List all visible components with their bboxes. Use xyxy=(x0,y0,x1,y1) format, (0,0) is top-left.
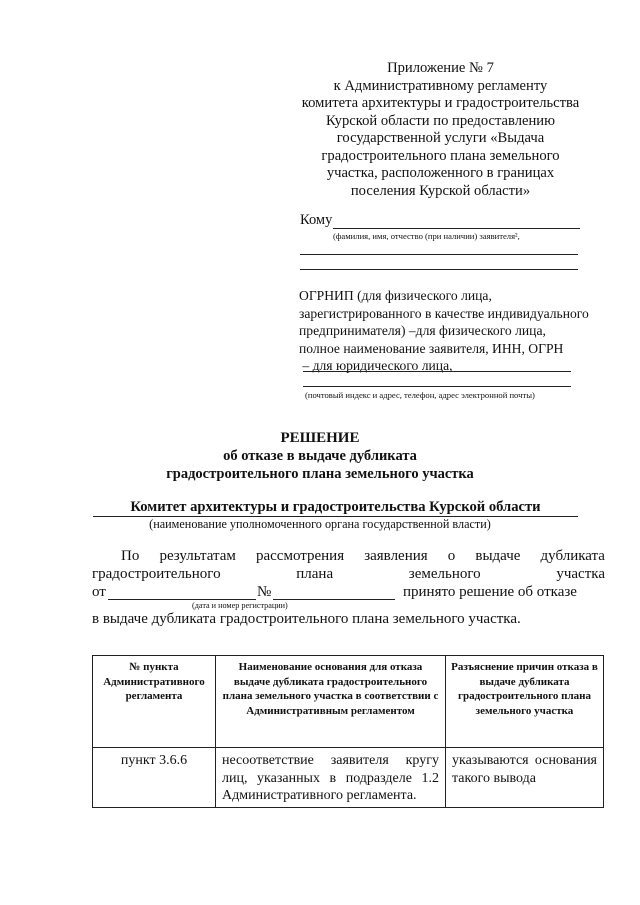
word: дубликата xyxy=(540,548,605,564)
reasons-table xyxy=(92,655,604,808)
decision-subtitle-2: градостроительного плана земельного участка xyxy=(166,466,474,482)
recipient-line-2[interactable] xyxy=(300,254,578,255)
from-label: от xyxy=(92,584,106,600)
appendix-line: градостроительного плана земельного xyxy=(321,147,560,164)
word: плана xyxy=(296,566,334,582)
cell-reason: несоответствие заявителя кругу лиц, указанных в подразделе 1.2 Административного регламента. xyxy=(216,748,446,808)
cell-explanation: указываются основания такого вывода xyxy=(446,748,604,808)
ogrnip-line: ОГРНИП (для физического лица, xyxy=(299,288,492,303)
date-field-line[interactable] xyxy=(108,599,256,600)
body-line-4: в выдаче дубликата градостроительного плана земельного участка. xyxy=(92,611,521,627)
word: выдаче xyxy=(475,548,521,564)
body-line-1 xyxy=(121,548,605,565)
appendix-header xyxy=(268,60,613,200)
ogrnip-block xyxy=(299,287,589,375)
header-explanation: Разъяснение причин отказа в выдаче дубликата градостроительного плана земельного участка xyxy=(446,656,604,748)
decision-title: РЕШЕНИЕ xyxy=(280,430,360,446)
cell-point: пункт 3.6.6 xyxy=(93,748,216,808)
recipient-line-3[interactable] xyxy=(300,269,578,270)
word: о xyxy=(447,548,456,564)
appendix-line: Приложение № 7 xyxy=(387,60,494,76)
appendix-line: поселения Курской области» xyxy=(350,182,531,199)
address-hint: (почтовый индекс и адрес, телефон, адрес электронной почты) xyxy=(305,390,535,400)
authority-hint: (наименование уполномоченного органа государственной власти) xyxy=(149,517,491,531)
table-row xyxy=(93,748,604,808)
appendix-line: комитета архитектуры и градостроительства xyxy=(301,95,580,111)
name-hint: (фамилия, имя, отчество (при наличии) заявителя², xyxy=(333,231,520,241)
address-line-2[interactable] xyxy=(303,386,571,387)
address-line-1[interactable] xyxy=(303,371,571,372)
appendix-line: к Административному регламенту xyxy=(333,77,548,94)
word: рассмотрения xyxy=(255,548,345,564)
decision-tail: принято решение об отказе xyxy=(403,584,577,600)
header-reason: Наименование основания для отказа выдаче дубликата градостроительного плана земельного участка в соответствии с Административным регламентом xyxy=(216,656,446,748)
word: результатам xyxy=(159,548,236,564)
recipient-name-line[interactable] xyxy=(333,228,580,229)
ogrnip-line: зарегистрированного в качестве индивидуального xyxy=(299,305,589,321)
table-header-row xyxy=(93,656,604,748)
authority-name: Комитет архитектуры и градостроительства Курской области xyxy=(93,498,578,517)
header-point: № пункта Административного регламента xyxy=(93,656,216,748)
number-label: № xyxy=(257,584,272,600)
ogrnip-line: предпринимателя) –для физического лица, xyxy=(299,323,546,339)
ogrnip-line: – для юридического лица, xyxy=(299,358,453,374)
appendix-line: участка, расположенного в границах xyxy=(326,165,555,181)
ogrnip-line: полное наименование заявителя, ИНН, ОГРН xyxy=(299,340,564,356)
decision-subtitle-1: об отказе в выдаче дубликата xyxy=(223,448,417,464)
word: заявления xyxy=(364,548,428,564)
number-field-line[interactable] xyxy=(273,599,395,600)
appendix-line: Курской области по предоставлению xyxy=(326,112,555,129)
appendix-line: государственной услуги «Выдача xyxy=(336,130,545,146)
body-line-2 xyxy=(92,566,605,583)
word: участка xyxy=(556,566,605,582)
word: градостроительного xyxy=(92,566,221,582)
to-label: Кому xyxy=(300,212,333,228)
word: земельного xyxy=(408,566,481,582)
word: По xyxy=(121,548,140,564)
date-hint: (дата и номер регистрации) xyxy=(192,601,288,610)
